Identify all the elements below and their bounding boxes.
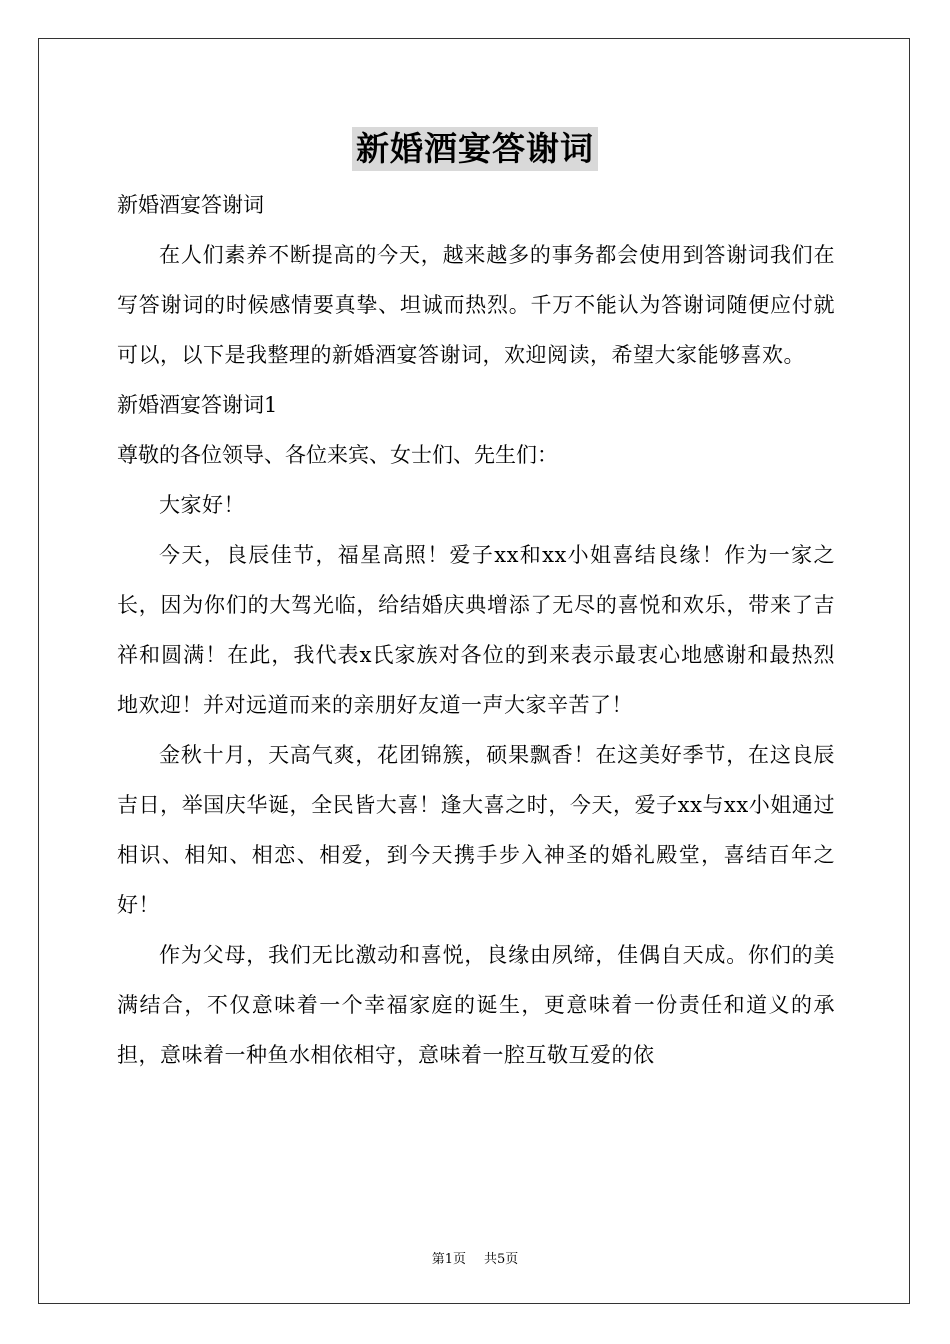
greeting: 大家好！ [159, 493, 245, 517]
intro-paragraph: 在人们素养不断提高的今天，越来越多的事务都会使用到答谢词我们在写答谢词的时候感情要真挚、坦诚而热烈。千万不能认为答谢词随便应付就可以，以下是我整理的新婚酒宴答谢词，欢迎阅读，希望大家能够喜欢。 [117, 243, 835, 367]
section-heading: 新婚酒宴答谢词1 [117, 393, 278, 417]
document-subtitle: 新婚酒宴答谢词 [117, 193, 264, 217]
body-paragraph: 作为父母，我们无比激动和喜悦，良缘由夙缔，佳偶自天成。你们的美满结合，不仅意味着一个幸福家庭的诞生，更意味着一份责任和道义的承担，意味着一种鱼水相依相守，意味着一腔互敬互爱的依 [117, 943, 835, 1067]
salutation: 尊敬的各位领导、各位来宾、女士们、先生们： [117, 443, 558, 467]
document-title: 新婚酒宴答谢词 [352, 127, 598, 171]
body-paragraph: 今天，良辰佳节，福星高照！爱子xx和xx小姐喜结良缘！作为一家之长，因为你们的大驾光临，给结婚庆典增添了无尽的喜悦和欢乐，带来了吉祥和圆满！在此，我代表x氏家族对各位的到来表示最衷心地感谢和最热烈地欢迎！并对远道而来的亲朋好友道一声大家辛苦了！ [117, 543, 835, 717]
page-footer [0, 1248, 950, 1267]
page-total: 共5页 [484, 1252, 519, 1267]
title-container [0, 127, 950, 171]
page-number: 第1页 [431, 1252, 466, 1267]
document-body [117, 180, 835, 1080]
body-paragraph: 金秋十月，天高气爽，花团锦簇，硕果飘香！在这美好季节，在这良辰吉日，举国庆华诞，全民皆大喜！逢大喜之时，今天，爱子xx与xx小姐通过相识、相知、相恋、相爱，到今天携手步入神圣的婚礼殿堂，喜结百年之好！ [117, 743, 835, 917]
